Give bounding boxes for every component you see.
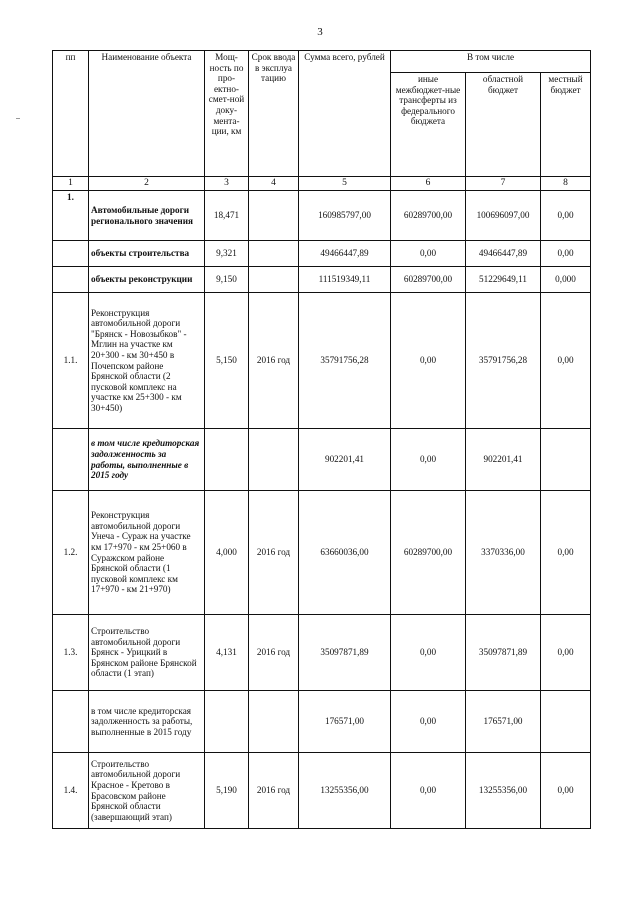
- cell-power: [205, 429, 249, 491]
- table-row: [53, 293, 591, 429]
- cell-federal: 60289700,00: [391, 491, 466, 615]
- header-regional: областной бюджет: [466, 73, 541, 177]
- cell-local: [541, 691, 591, 753]
- cell-regional: 35097871,89: [466, 615, 541, 691]
- cell-power: 4,131: [205, 615, 249, 691]
- cell-power: [205, 691, 249, 753]
- cell-total: 49466447,89: [299, 241, 391, 267]
- cell-term: [249, 191, 299, 241]
- header-total: Сумма всего, рублей: [299, 51, 391, 177]
- cell-local: [541, 429, 591, 491]
- cell-regional: 49466447,89: [466, 241, 541, 267]
- cell-total: 13255356,00: [299, 753, 391, 829]
- cell-term: [249, 241, 299, 267]
- cell-regional: 13255356,00: [466, 753, 541, 829]
- header-federal: иные межбюджет-ные трансферты из федерального бюджета: [391, 73, 466, 177]
- cell-name: Строительство автомобильной дороги Брянск - Урицкий в Брянском районе Брянской области (1 этап): [89, 615, 205, 691]
- cell-regional: 100696097,00: [466, 191, 541, 241]
- cell-local: 0,00: [541, 241, 591, 267]
- cell-name: Строительство автомобильной дороги Красное - Кретово в Брасовском районе Брянской области (завершающий этап): [89, 753, 205, 829]
- cell-name: Реконструкция автомобильной дороги "Брянск - Новозыбков" - Мглин на участке км 20+300 - км 30+450 в Почепском районе Брянской области (2 пусковой комплекс на участке км 25+300 - км 30+450): [89, 293, 205, 429]
- cell-pp: 1.1.: [53, 293, 89, 429]
- index-cell: 7: [466, 177, 541, 191]
- header-power: Мощ-ность по про-ектно-смет-ной доку-мента-ции, км: [205, 51, 249, 177]
- table-row: [53, 267, 591, 293]
- cell-local: 0,00: [541, 293, 591, 429]
- index-cell: 3: [205, 177, 249, 191]
- cell-federal: 60289700,00: [391, 191, 466, 241]
- index-cell: 1: [53, 177, 89, 191]
- cell-term: 2016 год: [249, 753, 299, 829]
- cell-term: 2016 год: [249, 615, 299, 691]
- cell-name: Автомобильные дороги регионального значения: [89, 191, 205, 241]
- table-row: [53, 191, 591, 241]
- cell-pp: [53, 267, 89, 293]
- cell-term: 2016 год: [249, 491, 299, 615]
- cell-federal: 0,00: [391, 615, 466, 691]
- cell-total: 111519349,11: [299, 267, 391, 293]
- table-row: [53, 691, 591, 753]
- cell-local: 0,00: [541, 191, 591, 241]
- cell-name: объекты реконструкции: [89, 267, 205, 293]
- cell-name: в том числе кредиторская задолженность за работы, выполненные в 2015 году: [89, 691, 205, 753]
- cell-federal: 0,00: [391, 691, 466, 753]
- cell-name: в том числе кредиторская задолженность за работы, выполненные в 2015 году: [89, 429, 205, 491]
- cell-pp: 1.: [53, 191, 89, 241]
- cell-local: 0,000: [541, 267, 591, 293]
- cell-pp: [53, 241, 89, 267]
- cell-pp: [53, 691, 89, 753]
- table-row: [53, 615, 591, 691]
- table-row: [53, 753, 591, 829]
- index-cell: 6: [391, 177, 466, 191]
- cell-total: 35791756,28: [299, 293, 391, 429]
- table-row: [53, 429, 591, 491]
- cell-name: Реконструкция автомобильной дороги Унеча - Сураж на участке км 17+970 - км 25+060 в Суражском районе Брянской области (1 пусковой комплекс км 17+970 - км 21+970): [89, 491, 205, 615]
- cell-regional: 35791756,28: [466, 293, 541, 429]
- index-row: [53, 177, 591, 191]
- cell-total: 63660036,00: [299, 491, 391, 615]
- cell-regional: 176571,00: [466, 691, 541, 753]
- header-term: Срок ввода в эксплуа тацию: [249, 51, 299, 177]
- cell-power: 5,190: [205, 753, 249, 829]
- cell-federal: 0,00: [391, 753, 466, 829]
- index-cell: 2: [89, 177, 205, 191]
- cell-local: 0,00: [541, 753, 591, 829]
- cell-pp: 1.4.: [53, 753, 89, 829]
- cell-power: 18,471: [205, 191, 249, 241]
- cell-local: 0,00: [541, 491, 591, 615]
- cell-pp: [53, 429, 89, 491]
- cell-federal: 0,00: [391, 241, 466, 267]
- cell-term: [249, 429, 299, 491]
- cell-federal: 60289700,00: [391, 267, 466, 293]
- cell-name: объекты строительства: [89, 241, 205, 267]
- index-cell: 5: [299, 177, 391, 191]
- cell-total: 176571,00: [299, 691, 391, 753]
- cell-term: [249, 691, 299, 753]
- cell-federal: 0,00: [391, 293, 466, 429]
- header-pp: пп: [53, 51, 89, 177]
- index-cell: 8: [541, 177, 591, 191]
- page-number: 3: [317, 26, 323, 38]
- cell-power: 9,150: [205, 267, 249, 293]
- cell-regional: 51229649,11: [466, 267, 541, 293]
- cell-regional: 3370336,00: [466, 491, 541, 615]
- cell-total: 35097871,89: [299, 615, 391, 691]
- header-group: В том числе: [391, 51, 591, 73]
- cell-total: 160985797,00: [299, 191, 391, 241]
- cell-power: 4,000: [205, 491, 249, 615]
- cell-power: 9,321: [205, 241, 249, 267]
- cell-term: 2016 год: [249, 293, 299, 429]
- cell-pp: 1.2.: [53, 491, 89, 615]
- index-cell: 4: [249, 177, 299, 191]
- cell-local: 0,00: [541, 615, 591, 691]
- cell-pp: 1.3.: [53, 615, 89, 691]
- cell-term: [249, 267, 299, 293]
- cell-power: 5,150: [205, 293, 249, 429]
- margin-mark: [16, 118, 20, 119]
- cell-total: 902201,41: [299, 429, 391, 491]
- header-name: Наименование объекта: [89, 51, 205, 177]
- cell-regional: 902201,41: [466, 429, 541, 491]
- cell-federal: 0,00: [391, 429, 466, 491]
- header-row-1: [53, 51, 591, 73]
- table-row: [53, 491, 591, 615]
- budget-table: [52, 50, 591, 829]
- header-local: местный бюджет: [541, 73, 591, 177]
- table-row: [53, 241, 591, 267]
